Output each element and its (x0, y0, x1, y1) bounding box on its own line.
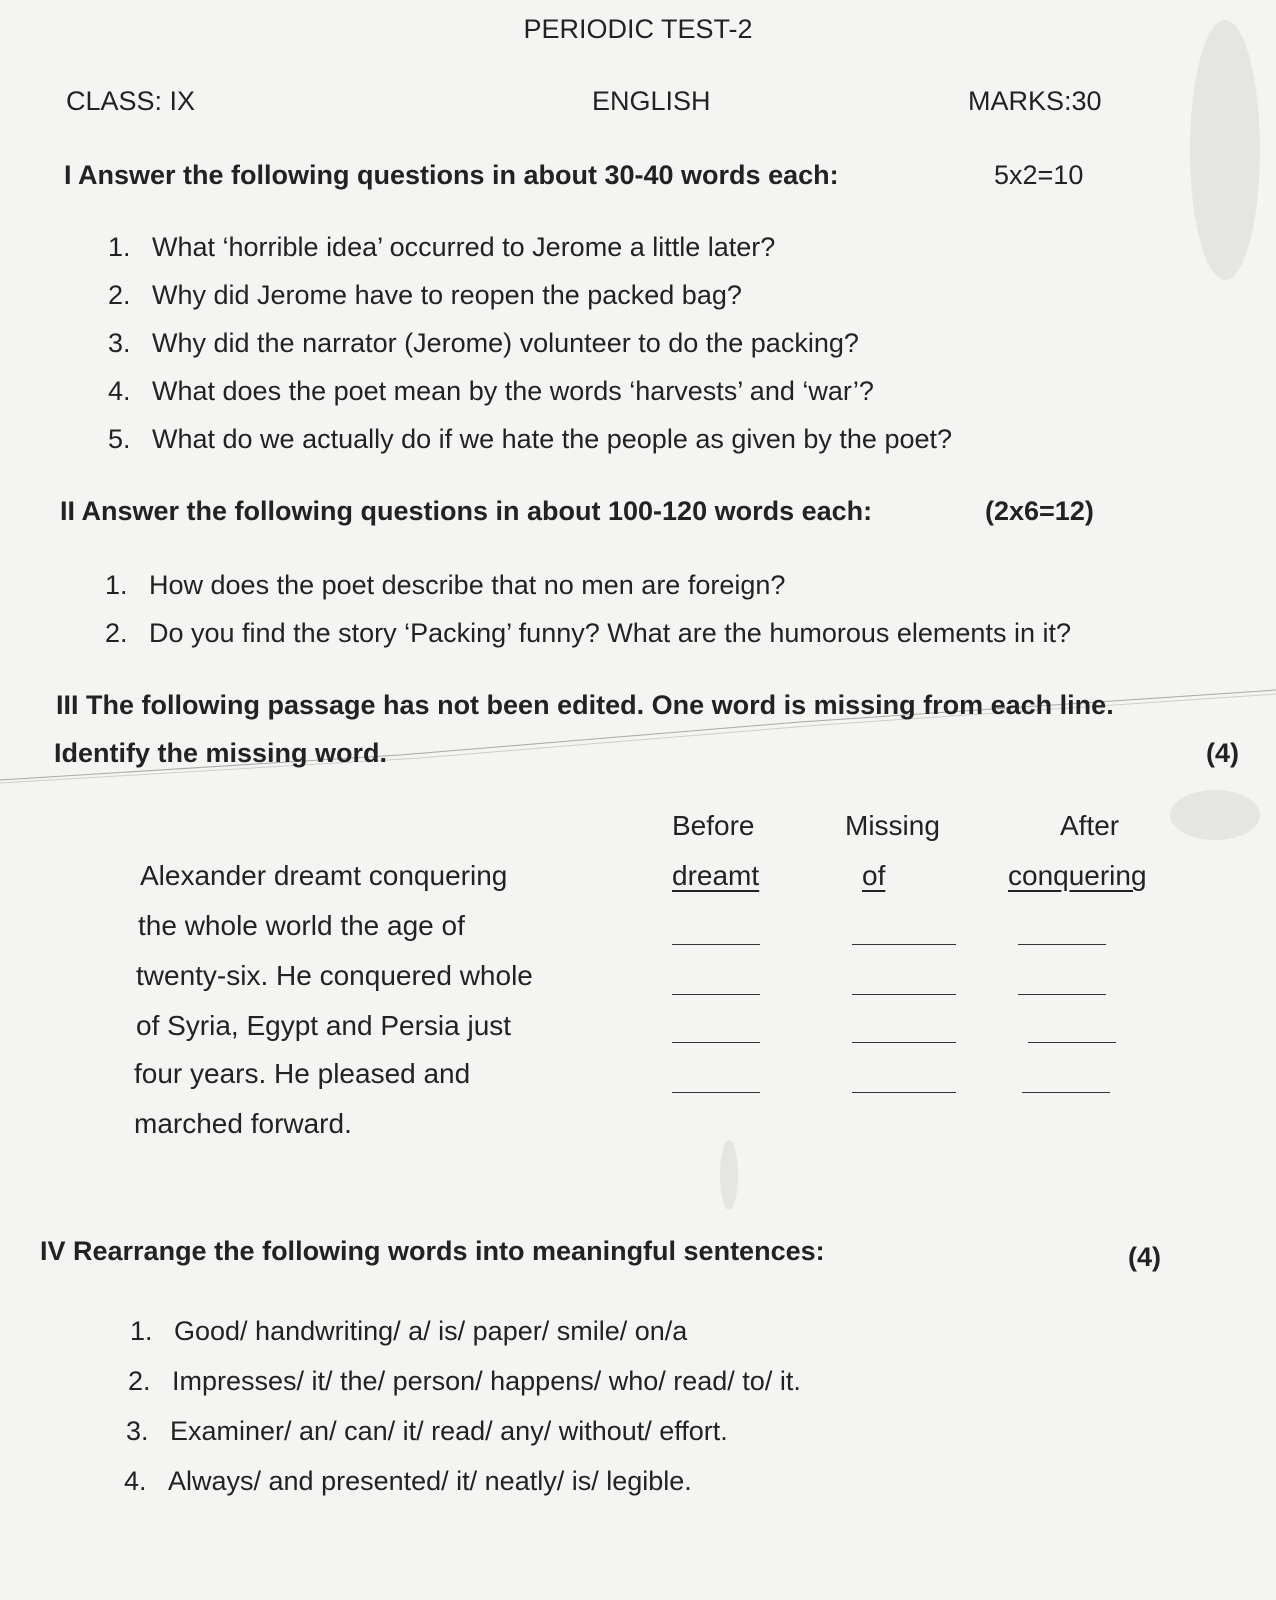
marks-label: MARKS:30 (968, 86, 1102, 116)
paper-smudge (720, 1140, 738, 1210)
subject-label: ENGLISH (592, 86, 711, 116)
passage-line: twenty-six. He conquered whole (136, 960, 533, 991)
section-1-heading: I Answer the following questions in about 30-40 words each: (64, 160, 839, 190)
section-4-marks: (4) (1128, 1242, 1161, 1272)
question-text: Impresses/ it/ the/ person/ happens/ who/ read/ to/ it. (172, 1366, 801, 1396)
section-3-heading-line-2: Identify the missing word. (54, 738, 388, 768)
question-number: 4. (124, 1466, 147, 1496)
question-text: Always/ and presented/ it/ neatly/ is/ legible. (168, 1466, 692, 1496)
question-number: 1. (108, 232, 131, 262)
passage-line: marched forward. (134, 1108, 352, 1139)
section-3-heading-line-1: III The following passage has not been edited. One word is missing from each line. (56, 690, 1114, 720)
example-before-word: dreamt (672, 860, 760, 891)
passage-line: of Syria, Egypt and Persia just (136, 1010, 512, 1041)
section-4-question (128, 1366, 801, 1397)
answer-blank-missing[interactable] (852, 944, 956, 945)
section-3-marks: (4) (1206, 738, 1239, 768)
question-text: Do you find the story ‘Packing’ funny? What are the humorous elements in it? (149, 618, 1071, 648)
section-4-question (130, 1316, 687, 1347)
answer-blank-after[interactable] (1018, 994, 1106, 995)
question-text: What does the poet mean by the words ‘harvests’ and ‘war’? (152, 376, 874, 406)
answer-blank-missing[interactable] (852, 1042, 956, 1043)
question-text: How does the poet describe that no men are foreign? (149, 570, 786, 600)
passage-line: Alexander dreamt conquering (140, 860, 508, 891)
answer-blank-after[interactable] (1028, 1042, 1116, 1043)
question-number: 2. (128, 1366, 151, 1396)
section-4-question (126, 1416, 728, 1447)
section-1-question (108, 232, 775, 263)
section-2-heading: II Answer the following questions in about 100-120 words each: (60, 496, 873, 526)
section-4-question (124, 1466, 692, 1497)
section-1-question (108, 424, 952, 455)
passage-line: four years. He pleased and (134, 1058, 471, 1089)
column-header-after: After (1060, 810, 1120, 841)
paper-smudge (1190, 20, 1260, 280)
example-after-word: conquering (1008, 860, 1147, 891)
section-2-question (105, 570, 785, 601)
question-number: 1. (130, 1316, 153, 1346)
question-text: What do we actually do if we hate the people as given by the poet? (152, 424, 953, 454)
question-number: 3. (126, 1416, 149, 1446)
section-1-question (108, 328, 859, 359)
question-text: Examiner/ an/ can/ it/ read/ any/ without/ effort. (170, 1416, 728, 1446)
answer-blank-before[interactable] (672, 1042, 760, 1043)
section-2-marks: (2x6=12) (985, 496, 1094, 526)
question-text: Why did the narrator (Jerome) volunteer to do the packing? (152, 328, 859, 358)
question-number: 2. (105, 618, 128, 648)
question-text: Good/ handwriting/ a/ is/ paper/ smile/ on/a (174, 1316, 688, 1346)
question-text: What ‘horrible idea’ occurred to Jerome a little later? (152, 232, 776, 262)
class-label: CLASS: IX (66, 86, 196, 116)
answer-blank-missing[interactable] (852, 1092, 956, 1093)
page-title: PERIODIC TEST-2 (523, 14, 753, 44)
section-1-question (108, 376, 874, 407)
section-4-heading: IV Rearrange the following words into meaningful sentences: (40, 1236, 825, 1266)
answer-blank-after[interactable] (1022, 1092, 1110, 1093)
question-number: 4. (108, 376, 131, 406)
answer-blank-after[interactable] (1018, 944, 1106, 945)
section-2-question (105, 618, 1071, 649)
question-number: 1. (105, 570, 128, 600)
column-header-missing: Missing (845, 810, 940, 841)
answer-blank-before[interactable] (672, 994, 760, 995)
passage-line: the whole world the age of (138, 910, 465, 941)
section-1-marks: 5x2=10 (994, 160, 1084, 190)
answer-blank-before[interactable] (672, 1092, 760, 1093)
question-number: 5. (108, 424, 131, 454)
paper-smudge (1170, 790, 1260, 840)
question-text: Why did Jerome have to reopen the packed bag? (152, 280, 742, 310)
answer-blank-missing[interactable] (852, 994, 956, 995)
question-number: 3. (108, 328, 131, 358)
section-1-question (108, 280, 742, 311)
column-header-before: Before (672, 810, 755, 841)
answer-blank-before[interactable] (672, 944, 760, 945)
example-missing-word: of (862, 860, 886, 891)
question-number: 2. (108, 280, 131, 310)
